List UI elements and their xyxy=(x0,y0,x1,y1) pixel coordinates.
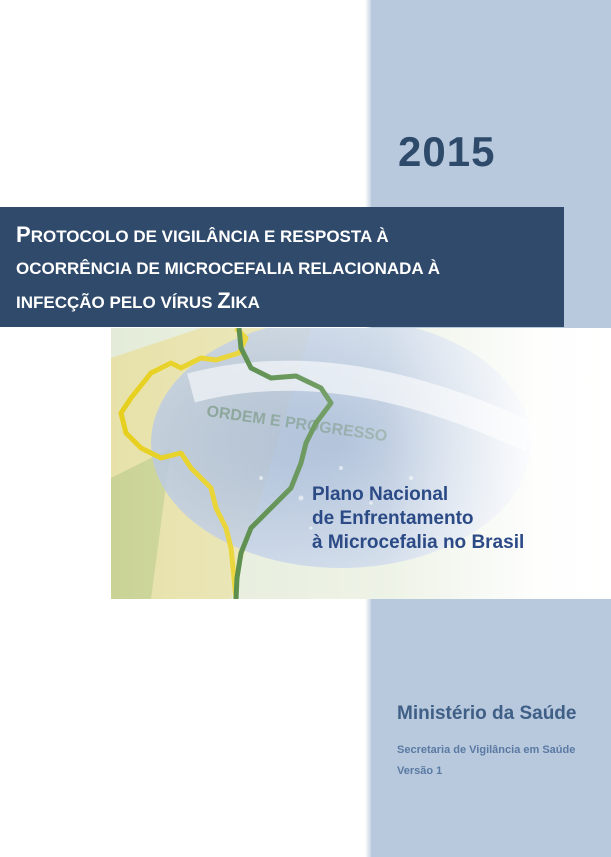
document-title-line-2: OCORRÊNCIA DE MICROCEFALIA RELACIONADA À xyxy=(16,259,441,278)
document-title-line-1: PROTOCOLO DE VIGILÂNCIA E RESPOSTA À xyxy=(16,222,389,247)
secretaria-name: Secretaria de Vigilância em Saúde xyxy=(397,744,576,756)
plan-title xyxy=(312,483,524,555)
document-title-line-3: INFECÇÃO PELO VÍRUS ZIKA xyxy=(16,288,260,313)
document-version: Versão 1 xyxy=(397,765,443,777)
plan-title-line-2: de Enfrentamento xyxy=(312,508,474,529)
plan-title-line-1: Plano Nacional xyxy=(312,484,449,505)
brazil-flag-map-illustration xyxy=(111,328,611,599)
document-title-box xyxy=(0,207,564,327)
plan-title-line-3: à Microcefalia no Brasil xyxy=(312,532,525,553)
cover-year: 2015 xyxy=(398,128,496,175)
ministry-name: Ministério da Saúde xyxy=(397,703,577,724)
cover-illustration xyxy=(111,328,611,599)
